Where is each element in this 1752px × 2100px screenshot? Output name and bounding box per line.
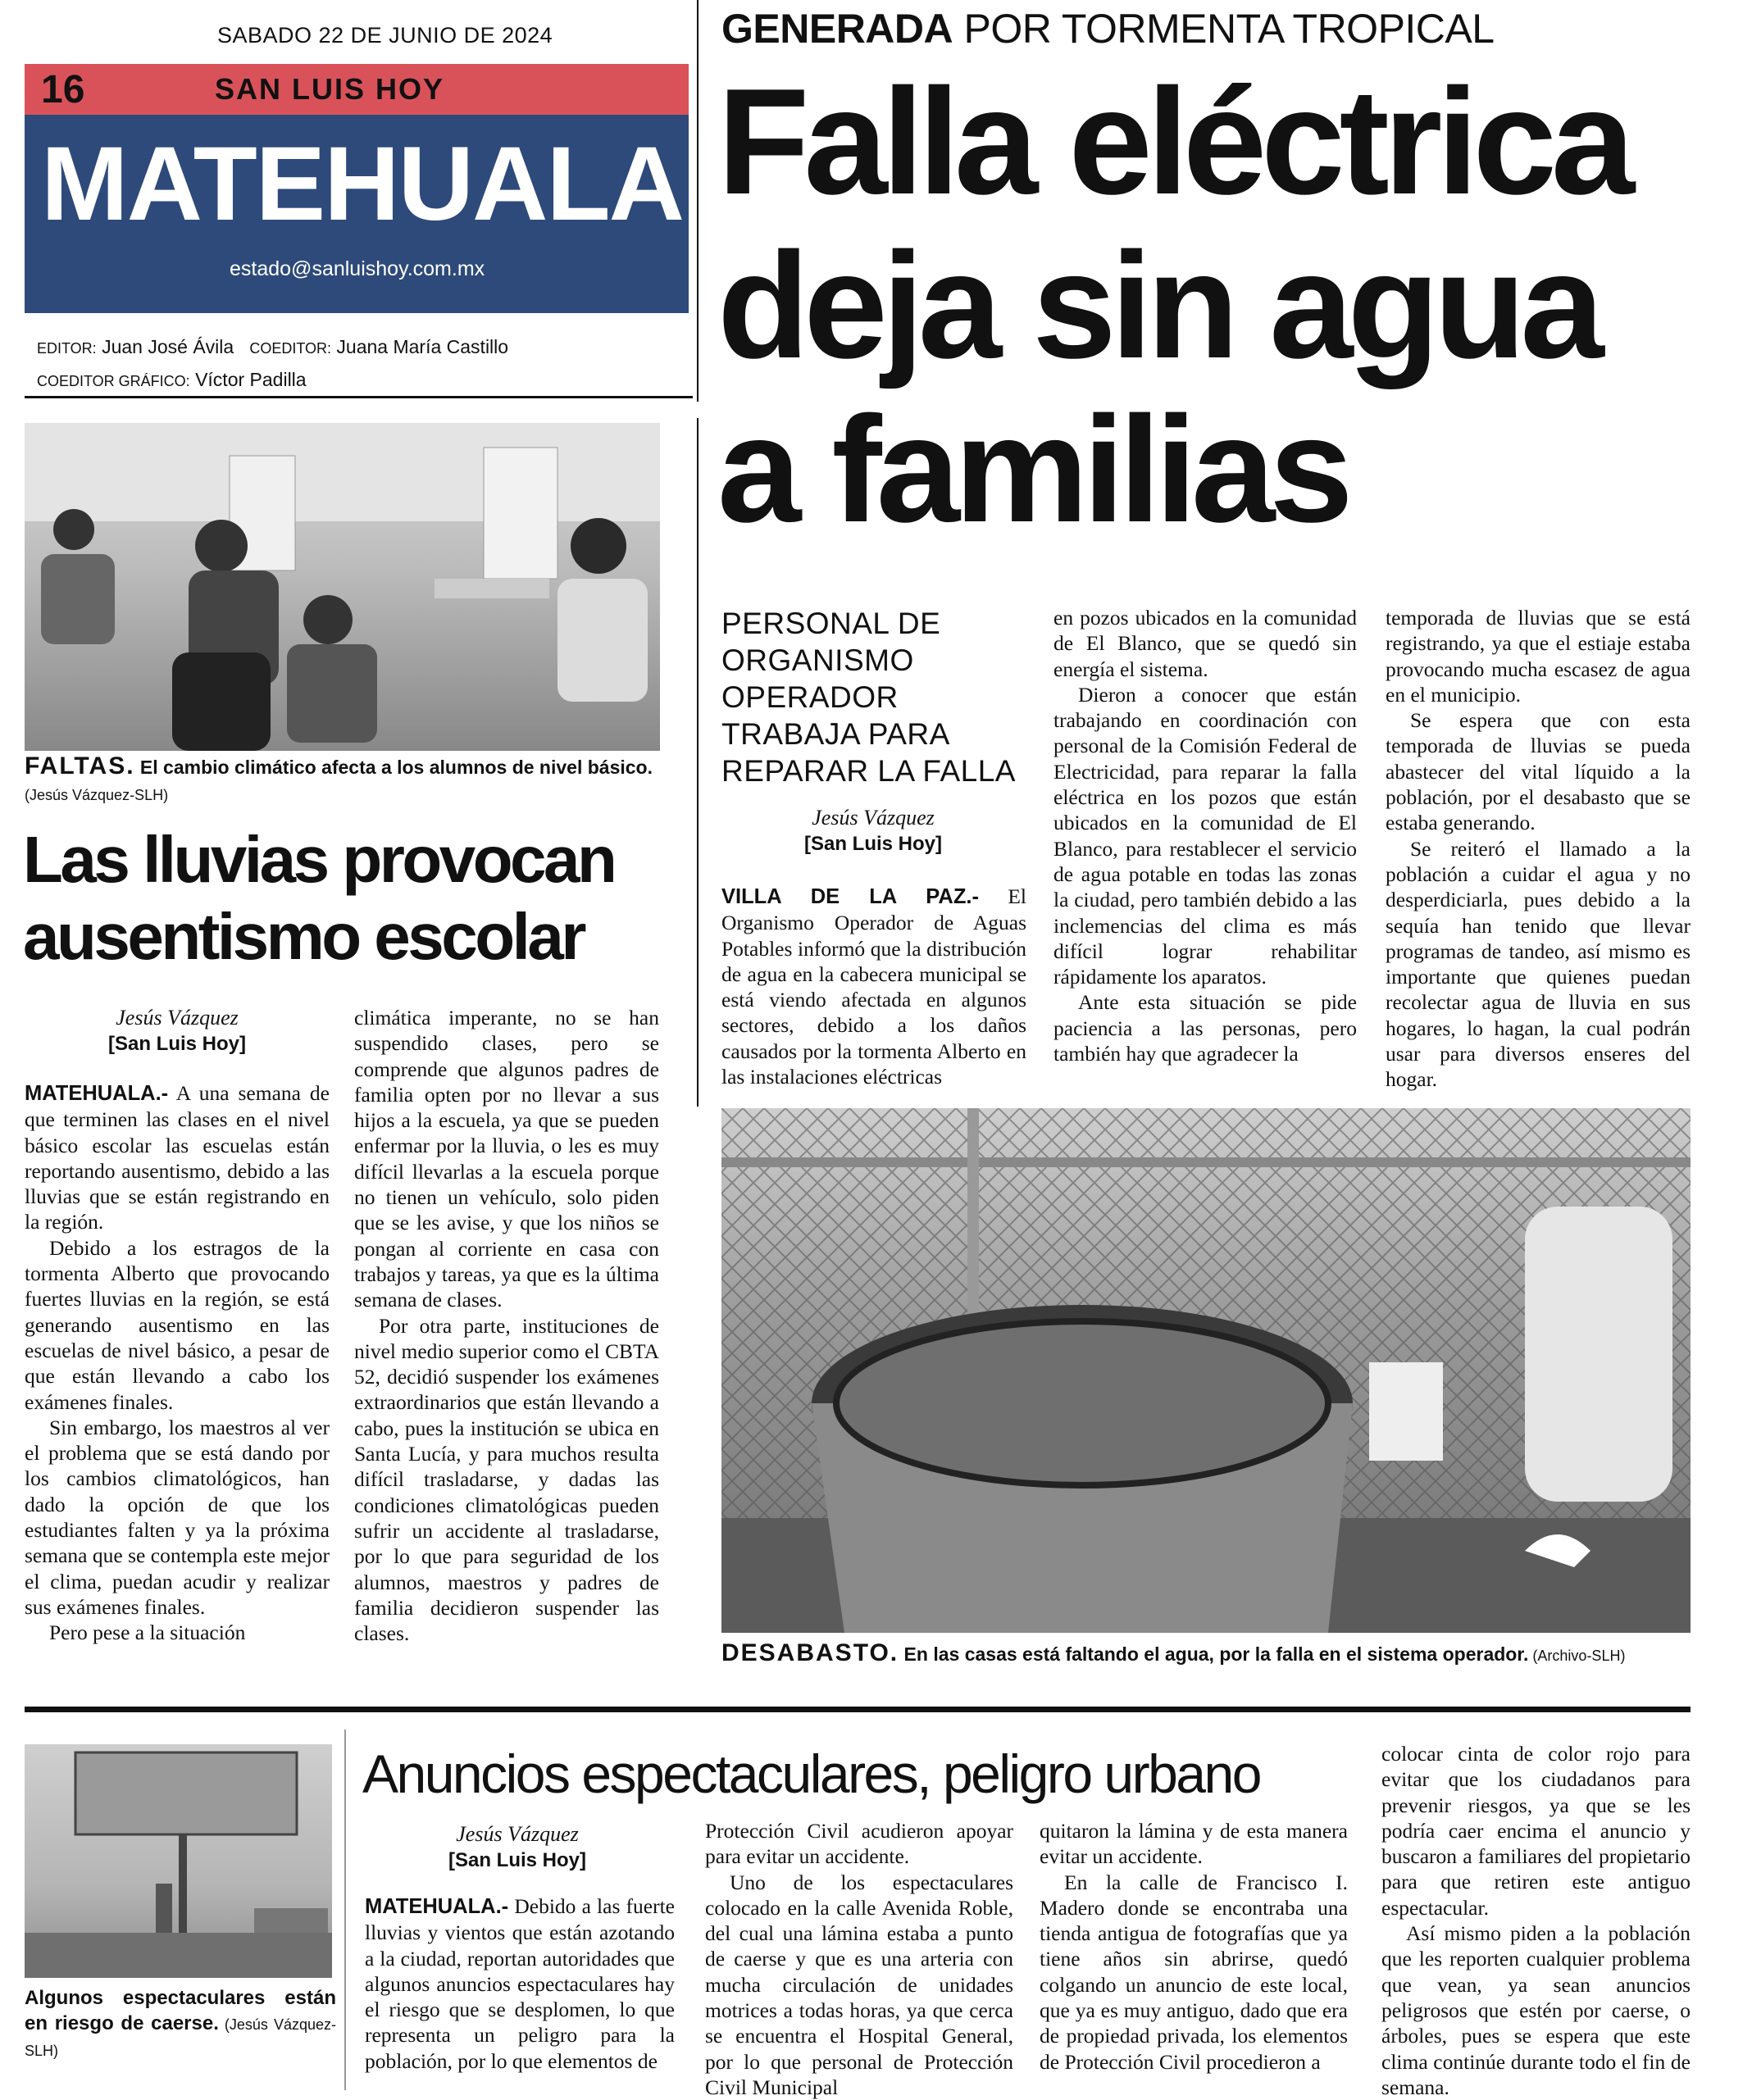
ads-byline-org: [San Luis Hoy] (448, 1849, 586, 1871)
ads-p3: En la calle de Francisco I. Madero donde se encontraba una tienda antigua de fotografías que ya tiene años sin abrirse, quedó colgando un anuncio de este local, que ya es muy antiguo, dado que era de propiedad privada, los elementos de Protección Civil procedieron a (1040, 1870, 1348, 2074)
ads-p2: Uno de los espectaculares colocado en la calle Avenida Roble, del cual una lámina estaba a punto de caerse y que es una arteria con mucha circulación de unidades motrices a todas horas, ya que cerca se encuentra el Hospital General, por lo que personal de Protección Civil Municipal (705, 1870, 1013, 2099)
school-byline-name: Jesús Vázquez (116, 1006, 239, 1030)
ads-body-col-3 (1040, 1818, 1348, 2075)
main-headline-line-1: Falla eléctrica (717, 57, 1630, 225)
deck-line-4: TRABAJA PARA (721, 717, 950, 751)
main-deck (721, 605, 1016, 789)
main-headline (717, 59, 1629, 551)
ads-caption-credit: (Jesús Vázquez-SLH) (25, 2016, 336, 2059)
ads-headline: Anuncios espectaculares, peligro urbano (362, 1743, 1260, 1804)
main-body-col-3 (1386, 605, 1691, 1093)
ads-caption (25, 1985, 336, 2063)
school-p2: Debido a los estragos de la tormenta Alberto que provocando fuertes lluvias en la región, se está generando ausentismo en las escuelas de nivel básico, a pesar de que están llevando a cabo los exámenes finales. (25, 1235, 330, 1414)
water-drum-photo (721, 1108, 1691, 1633)
classroom-photo (25, 423, 660, 751)
school-p5: Por otra parte, instituciones de nivel medio superior como el CBTA 52, decidió suspender los exámenes extraordinarios que están llevando a cabo, pues la institución se ubica en Santa Lucía, y para muchos resulta difícil trasladarse, y dadas las condiciones climatológicas pueden sufrir un accidente al trasladarse, por lo que para seguridad de los alumnos, maestros y padres de familia decidieron suspender las clases. (354, 1313, 659, 1646)
masthead-divider (25, 396, 693, 398)
editor-label: EDITOR: (37, 340, 97, 357)
school-dateline: MATEHUALA.- (25, 1082, 169, 1105)
school-p4: Pero pese a la situación (49, 1620, 246, 1645)
editor-credits (37, 331, 693, 397)
issue-date: SABADO 22 DE JUNIO DE 2024 (217, 23, 553, 48)
coeditor-name: Juana María Castillo (336, 336, 509, 357)
main-caption-credit: (Archivo-SLH) (1528, 1648, 1626, 1664)
section-title: MATEHUALA (41, 125, 684, 243)
main-dateline: VILLA DE LA PAZ.- (721, 885, 979, 908)
school-p1: A una semana de que terminen las clases en el nivel básico escolar las escuelas están reportando ausentismo, debido a las lluvias que se están registrando en la región. (25, 1081, 330, 1234)
deck-line-1: PERSONAL DE (721, 607, 941, 640)
graphic-name: Víctor Padilla (195, 369, 307, 390)
ads-p3-cont: colocar cinta de color rojo para evitar que los ciudadanos para prevenir riesgos, ya que se les podría caer encima el anuncio y buscaron a familiares del propietario para que retiren este antiguo espectacular. (1381, 1742, 1691, 1920)
main-p3: Ante esta situación se pide paciencia a las personas, pero también hay que agradecer la (1053, 990, 1357, 1066)
school-byline-org: [San Luis Hoy] (107, 1033, 246, 1055)
vertical-rule-mid (697, 418, 699, 1107)
ads-vertical-rule (344, 1730, 346, 2090)
school-headline-line-2: ausentismo escolar (23, 900, 584, 973)
coeditor-label: COEDITOR: (249, 340, 332, 357)
main-p4: Se espera que con esta temporada de lluvias se pueda abastecer del vital líquido a la población, por el desabasto que se estaba generando. (1386, 708, 1691, 835)
vertical-rule-top (697, 0, 699, 402)
graphic-label: COEDITOR GRÁFICO: (37, 373, 190, 389)
school-caption-text: El cambio climático afecta a los alumnos de nivel básico. (134, 757, 653, 778)
ads-p4: Así mismo piden a la población que les reporten cualquier problema que vean, ya sean anuncios peligrosos que estén por caerse, o árboles, pues se espera que este clima continúe durante todo el fin de semana. (1381, 1921, 1691, 2099)
main-body-col-1 (721, 884, 1026, 1089)
main-kicker-bold: GENERADA (721, 6, 953, 52)
ads-dateline: MATEHUALA.- (365, 1895, 509, 1918)
main-p5: Se reiteró el llamado a la población a cuidar el agua y no desperdiciarla, pues debido a la sequía han tenido que llevar programas de tandeo, así mismo es importante que quienes puedan recolectar agua de lluvia en sus hogares, lo hagan, la cual podrán usar para diversos enseres del hogar. (1386, 836, 1691, 1092)
school-p3: Sin embargo, los maestros al ver el problema que se está dando por los cambios climatológicos, han dado la opción de que los estudiantes falten y ya la próxima semana que se contempla este mejor el clima, puedan acudir y realizar sus exámenes finales. (25, 1415, 330, 1619)
school-byline (25, 1005, 330, 1057)
ads-body-col-1 (365, 1893, 675, 2074)
ads-byline-name: Jesús Vázquez (456, 1822, 579, 1846)
main-p2: Dieron a conocer que están trabajando en coordinación con personal de la Comisión Federal de Electricidad, para reparar la falla eléctrica en los pozos que están ubicados en la comunidad de El Blanco, para restablecer el servicio de agua potable en todas las zonas la ciudad, pero también debido a las inclemencias del clima es más difícil lograr rehabilitar rápidamente los aparatos. (1053, 682, 1357, 989)
page-number: 16 (41, 68, 85, 111)
main-p3-cont: temporada de lluvias que se está registrando, ya que el estiaje estaba provocando mucha escasez de agua en el municipio. (1386, 606, 1691, 707)
main-caption-text: En las casas está faltando el agua, por la falla en el sistema operador. (899, 1643, 1529, 1665)
school-p4-cont: climática imperante, no se han suspendido clases, pero se comprende que algunos padres de familia opten por no llevar a sus hijos a la escuela, ya que se pueden enfermar por la lluvia, o les es muy difícil llevarlas a la escuela porque no tienen un vehículo, solo piden que se les avise, y que los niños se pongan al corriente en casa con trabajos y tareas, ya que es la última semana de clases. (354, 1006, 659, 1312)
ads-p1-cont: Protección Civil acudieron apoyar para evitar un accidente. (705, 1819, 1013, 1869)
main-kicker-rest: POR TORMENTA TROPICAL (953, 6, 1495, 52)
bottom-divider (25, 1707, 1691, 1712)
main-body-col-2 (1053, 605, 1357, 1066)
school-caption (25, 754, 664, 807)
main-byline (721, 805, 1025, 857)
section-email[interactable]: estado@sanluishoy.com.mx (230, 257, 485, 280)
school-body-col-2 (354, 1005, 659, 1646)
ads-body-col-4 (1381, 1741, 1691, 2100)
deck-line-5: REPARAR LA FALLA (721, 754, 1016, 788)
school-headline (23, 821, 614, 975)
school-caption-kicker: FALTAS. (25, 752, 135, 780)
school-body-col-1 (25, 1080, 330, 1646)
ads-caption-text: Algunos espectaculares están en riesgo de caerse. (25, 1987, 336, 2034)
ads-byline (365, 1821, 670, 1874)
main-caption-kicker: DESABASTO. (721, 1639, 899, 1666)
school-headline-line-1: Las lluvias provocan (23, 823, 615, 896)
paper-name: SAN LUIS HOY (215, 72, 445, 106)
main-byline-name: Jesús Vázquez (812, 806, 935, 830)
main-caption (721, 1641, 1691, 1668)
main-kicker (721, 5, 1495, 52)
main-p1-cont: en pozos ubicados en la comunidad de El Blanco, que se quedó sin energía el sistema. (1053, 606, 1357, 681)
main-p1: El Organismo Operador de Aguas Potables informó que la distribución de agua en la cabecera municipal se está viendo afectada en algunos sectores, debido a los daños causados por la tormenta Alberto en las instalaciones eléctricas (721, 884, 1027, 1089)
deck-line-3: OPERADOR (721, 680, 899, 714)
ads-p1: Debido a las fuerte lluvias y vientos que están azotando a la ciudad, reportan autoridades que algunos anuncios espectaculares hay el riesgo que se desplomen, lo que representa un peligro para la población, por lo que elementos de (365, 1894, 676, 2073)
deck-line-2: ORGANISMO (721, 643, 914, 677)
main-byline-org: [San Luis Hoy] (803, 833, 942, 855)
ads-p2-cont: quitaron la lámina y de esta manera evitar un accidente. (1040, 1819, 1348, 1869)
billboard-photo (25, 1744, 332, 1978)
main-headline-line-3: a familias (717, 384, 1348, 553)
school-caption-credit: (Jesús Vázquez-SLH) (25, 787, 169, 803)
main-headline-line-2: deja sin agua (717, 220, 1599, 389)
ads-body-col-2 (705, 1818, 1013, 2100)
editor-name: Juan José Ávila (102, 336, 234, 357)
